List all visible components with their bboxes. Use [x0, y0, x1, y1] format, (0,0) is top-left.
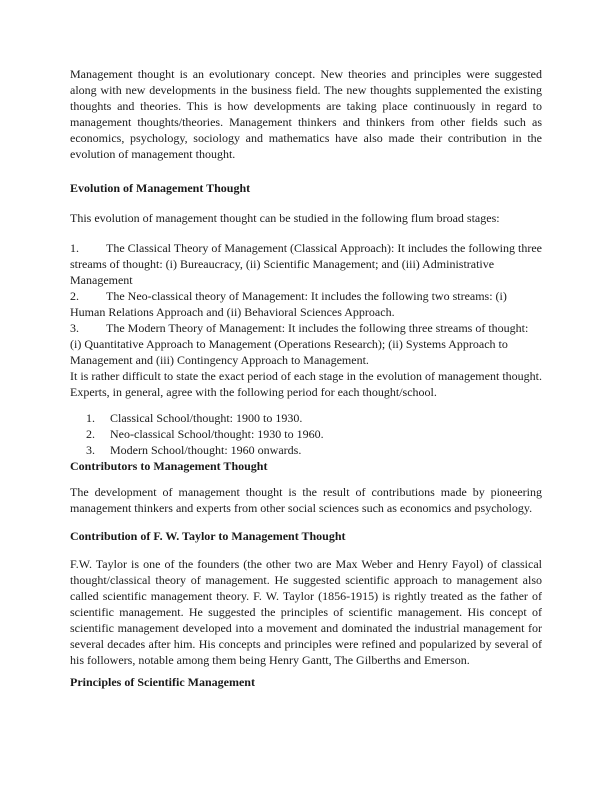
periods-intro-paragraph: It is rather difficult to state the exact period of each stage in the evolution of management thought. Experts, in general, agree with the following period for each thought/school.	[70, 369, 542, 399]
stages-intro-paragraph: This evolution of management thought can be studied in the following flum broad stages:	[70, 211, 500, 225]
list-item	[70, 320, 542, 368]
list-item-number: 1.	[70, 241, 79, 255]
heading-taylor-contribution: Contribution of F. W. Taylor to Management Thought	[70, 529, 346, 543]
periods-list	[70, 410, 542, 458]
list-item-text: The Neo-classical theory of Management: It includes the following two streams: (i) Human Relations Approach and (ii) Behavioral Sciences Approach.	[70, 289, 507, 319]
heading-evolution-of-management-thought: Evolution of Management Thought	[70, 181, 251, 195]
stages-list	[70, 240, 542, 368]
contributors-paragraph: The development of management thought is the result of contributions made by pioneering management thinkers and experts from other social sciences such as economics and psychology.	[70, 485, 542, 515]
list-item-number: 3.	[70, 321, 79, 335]
list-item	[86, 410, 542, 426]
intro-paragraph: Management thought is an evolutionary concept. New theories and principles were suggested along with new developments in the business field. The new thoughts supplemented the existing thoughts and theories. This is how developments are taking place continuously in regard to management thoughts/theories. Management thinkers and thinkers from other fields such as economics, psychology, sociology and mathematics have also made their contribution in the evolution of management thought.	[70, 67, 542, 161]
list-item	[86, 442, 542, 458]
list-item	[86, 426, 542, 442]
list-item	[70, 288, 542, 320]
taylor-paragraph: F.W. Taylor is one of the founders (the other two are Max Weber and Henry Fayol) of classical thought/classical theory of management. He suggested scientific approach to management also called scientific management theory. F. W. Taylor (1856-1915) is rightly treated as the father of scientific management. He suggested the principles of scientific management. His concept of scientific management developed into a movement and dominated the industrial management for several decades after him. His concepts and principles were refined and popularized by several of his followers, notable among them being Henry Gantt, The Gilberths and Emerson.	[70, 557, 542, 667]
list-item-text: Modern School/thought: 1960 onwards.	[110, 443, 302, 457]
list-item	[70, 240, 542, 288]
list-item-number: 2.	[70, 289, 79, 303]
list-item-number: 1.	[86, 411, 95, 425]
list-item-text: The Classical Theory of Management (Classical Approach): It includes the following three streams of thought: (i) Bureaucracy, (ii) Scientific Management; and (iii) Administrative Management	[70, 241, 542, 287]
heading-contributors-to-management-thought: Contributors to Management Thought	[70, 459, 268, 473]
list-item-number: 3.	[86, 443, 95, 457]
list-item-text: The Modern Theory of Management: It includes the following three streams of thought: (i) Quantitative Approach to Management (Operations Research); (ii) Systems Approach to Management and (iii) Contingency Approach to Management.	[70, 321, 529, 367]
heading-principles-of-scientific-management: Principles of Scientific Management	[70, 675, 255, 689]
list-item-number: 2.	[86, 427, 95, 441]
list-item-text: Classical School/thought: 1900 to 1930.	[110, 411, 303, 425]
list-item-text: Neo-classical School/thought: 1930 to 1960.	[110, 427, 324, 441]
